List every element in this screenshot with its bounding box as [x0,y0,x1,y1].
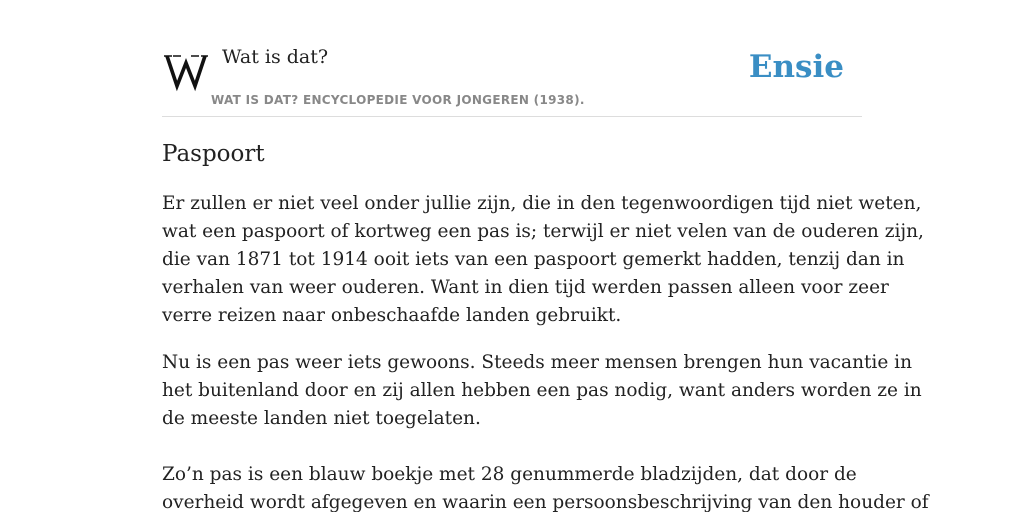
paragraph-line: overheid wordt afgegeven en waarin een persoonsbeschrijving van den houder of [162,492,929,512]
paragraph-line: het buitenland door en zij allen hebben een pas nodig, want anders worden ze in [162,380,922,401]
article-paragraph-1 [162,190,924,330]
article-title: Paspoort [162,141,265,167]
article [162,138,929,512]
paragraph-line: wat een paspoort of kortweg een pas is; terwijl er niet velen van de ouderen zijn, [162,221,924,242]
paragraph-line: Zo’n pas is een blauw boekje met 28 genummerde bladzijden, dat door de [162,464,857,485]
paragraph-line: verre reizen naar onbeschaafde landen gebruikt. [162,305,622,326]
paragraph-line: Nu is een pas weer iets gewoons. Steeds meer mensen brengen hun vacantie in [162,352,912,373]
article-paragraph-3 [162,461,929,512]
site-header [162,36,862,117]
site-subtitle: WAT IS DAT? ENCYCLOPEDIE VOOR JONGEREN (1938). [211,93,585,107]
paragraph-line: die van 1871 tot 1914 ooit iets van een paspoort gemerkt hadden, tenzij dan in [162,249,905,270]
paragraph-line: verhalen van weer ouderen. Want in dien tijd werden passen alleen voor zeer [162,277,889,298]
article-paragraph-2 [162,349,922,433]
wikipedia-w-icon[interactable] [164,48,208,92]
paragraph-line: de meeste landen niet toegelaten. [162,408,481,429]
ensie-brand-link[interactable]: Ensie [748,49,844,85]
paragraph-line: Er zullen er niet veel onder jullie zijn, die in den tegenwoordigen tijd niet weten, [162,193,922,214]
site-title-link[interactable]: Wat is dat? [222,46,329,68]
